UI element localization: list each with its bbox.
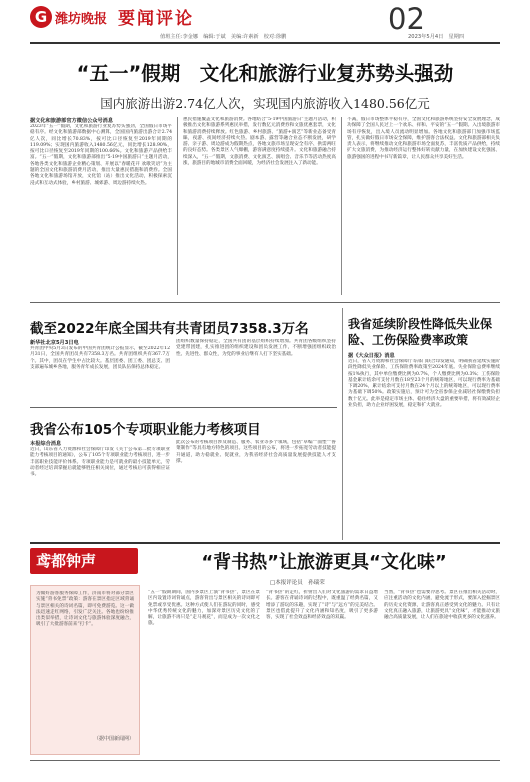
story3-column-1 (30, 440, 170, 535)
column-body-3: 当然，“背书热”也需要冷思考。景区在推出相关活动时，应注重活动的文化内涵，避免流于形式，要深入挖掘景区的历史文化资源，让游客真正感受到文化的魅力。只有让文化真正融入旅游，让旅游更具“文化味”，才能推动文旅融合高质量发展，让人们在旅途中收获更多的文化滋养。 (384, 590, 500, 621)
lead-column-2 (183, 117, 336, 297)
story4-column (348, 352, 500, 537)
lead-body-2: 惠民措施覆盖文化和旅游消费。各地结合“5·19中国旅游日”主题月活动，积极推出文化和旅游系列惠民举措，发行数亿元消费券和文旅优惠套票，文化和旅游消费持续释放。红色旅游、乡村旅游、“旅游+演艺”等新业态备受青睐，夜游、夜间经济持续火热。剧本游、露营等融合业态不断发展，研学游、亲子游、周边游成为假期热点，各地文旅市场呈现安全有序、供需两旺的良好态势。各类景区人气爆棚，游客满意度持续提升。文化和旅游融合持续深入，“五一”假期，文旅消费、文化演艺、演唱会、音乐节等活动热度高涨，旅游目的地城市消费全面回暖，为经济社会发展注入了新动能。 (183, 117, 336, 167)
story3-column-2 (176, 440, 336, 535)
column-banner (30, 548, 138, 574)
lead-subhead: 国内旅游出游2.74亿人次，实现国内旅游收入1480.56亿元 (100, 96, 430, 111)
story2-column-2 (176, 339, 336, 401)
lead-headline: “五一”假期 文化和旅游行业复苏势头强劲 (76, 62, 454, 85)
column-body-2: “背书热”的走红，折射出人们对文化旅游的需求日益增长。游客在背诵诗词的过程中，既重温了经典名篇，又增添了游玩的乐趣，实现了“诗”与“远方”的完美结合。景区也借此提升了文化内涵和知名度，吸引了更多游客，实现了社会效益和经济效益的双赢。 (266, 590, 378, 621)
story2-headline: 截至2022年底全国共有共青团员7358.3万名 (30, 321, 309, 337)
issue-date: 2023年5月4日 星期四 (408, 34, 465, 40)
page-number: 02 (388, 2, 425, 36)
column-sidebar-source: （据中国新闻网） (93, 736, 134, 742)
story2-byline: 新华社北京5月3日电 (30, 340, 79, 346)
story3-headline: 我省公布105个专项职业能力考核项目 (30, 422, 261, 438)
newspaper-logo-icon: G (30, 6, 52, 28)
story4-headline: 我省延续阶段性降低失业保险、工伤保险费率政策 (348, 317, 493, 347)
column-byline: □本报评论员 孙瑞荣 (270, 580, 325, 586)
column-col-2 (266, 590, 378, 755)
editor-credits: 值班主任:李金娜 编辑:于斌 美编:许素新 校对:徐鹏 (160, 34, 287, 40)
column-col-1 (148, 590, 260, 755)
lead-column-1 (30, 117, 172, 297)
column-banner-label: 鸢都钟声 (36, 552, 97, 570)
section-title: 要闻评论 (118, 9, 194, 29)
column-sidebar (30, 585, 140, 755)
lead-byline: 据文化和旅游部官方微信公众号消息 (30, 118, 114, 124)
newspaper-logo-text: 潍坊晚报 (55, 12, 108, 27)
story2-body-1: 共青团中央5月3日发布的中国共青团统计公报显示，截至2022年12月31日，全国共青团员共有7358.3万名。共青团组织共有367.7万个。其中，团员在学生中占比较大。基层团委、团工委、团总支、团支部遍布城乡各地，服务青年成长发展，团员队伍保持总体稳定。 (30, 346, 170, 370)
lead-body-3: 不减，假日市场整体平稳有序，全国文化和旅游系统坚持安全发展理念，成功保障了全国人民过上一个欢乐、祥和、平安的“五一”假期。入出境旅游市场有序恢复，出入境人员流动明显增加。各地文化和旅游部门加强市场监管，扎实做好假日市场安全保障，维护游客合法权益。文化和旅游部相关负责人表示，将继续推动文化和旅游市场全面复苏，丰富优质产品供给，持续扩大文旅消费，为推动经济运行整体好转贡献力量，在加快建设文化强国、旅游强国的进程中书写新篇章，让人民群众共享美好生活。 (347, 117, 500, 160)
lead-body-1: 2023年“五一”假期，文化和旅游行业复苏势头强劲，全国假日市场平稳有序。经文化和旅游部数据中心测算，全国国内旅游出游合计2.74亿人次，同比增长70.83%，按可比口径恢复至2019年同期的119.09%；实现国内旅游收入1480.56亿元，同比增长128.90%，按可比口径恢复至2019年同期的100.66%。文化和旅游产品供给丰富。“五一”假期，文化和旅游部推出“5·19中国旅游日”主题月活动，各地各类文化和旅游企业精心策划、开展以“春暖花开 欢歌笑语”为主题的全国文化和旅游消费月活动，推出大量惠民措施和消费券。全国各地文化和旅游场馆开放，文化馆（站）推出文化活动，积极探索沉浸式和互动式体验，乡村旅游、城郊游、周边游持续火热。 (30, 124, 172, 186)
column-headline: “背书热”让旅游更具“文化味” (201, 552, 447, 573)
story2-body-2: 团组织数量保持稳定，全国共有团的基层组织持续增加。共青团各级组织坚持党建带团建，扎实推进团的组织建设和团员发展工作，不断增强团组织政治性、先进性、群众性，为党的事业后继有人打下坚实基础。 (176, 339, 336, 357)
story3-body-1: 近日，山东省人力资源和社会保障厅印发《关于公布第二批专项职业能力考核项目的通知》，公布了105个专项职业能力考核项目，进一步丰富职业技能评价体系。专项职业能力是可就业的最小技能单元，劳动者经过培训掌握后就能够胜任相关岗位，通过考核后可获得相应证书。 (30, 447, 170, 478)
story2-column-1 (30, 339, 170, 401)
story4-body: 近日，省人力资源和社会保障厅等部门联合印发通知，明确我省延续实施阶段性降低失业保险、工伤保险费率政策至2024年底。失业保险总费率继续按1%执行，其中单位缴费比例为0.7%，个人缴费比例为0.3%；工伤保险基金累计结余可支付月数在18至23个月的统筹地区，可以现行费率为基础下调20%，累计结余可支付月数在24个月以上的统筹地区，可以现行费率为基础下调50%。政策实施后，预计可为全省参保企业减轻社保缴费负担数十亿元。此举是稳定市场主体、稳住经济大盘的重要举措，将有效减轻企业负担，助力企业纾困发展，稳定和扩大就业。 (348, 359, 500, 409)
lead-column-3 (347, 117, 500, 297)
column-body-1: “五一”假期期间，国内多景区上演“背书热”，景区在景区内设置诗词背诵点，游客背出与景区相关的诗词即可免票或享受优惠。这种方式使人们在游玩的同时，感受中华优秀传统文化的魅力，加深对景区历史文化的了解，让旅游不再只是“走马观花”，而是成为一次文化之旅。 (148, 590, 260, 627)
story3-body-2: 此次公布的考核项目涉及制造、服务、农业等多个领域，包括“草编”“面塑”“鲁菜制作”等具有地方特色的项目。这些项目的公布，将进一步拓宽劳动者技能提升通道，助力稳就业、促就业，为我省经济社会高质量发展提供技能人才支撑。 (176, 440, 336, 464)
story4-byline: 据《大众日报》消息 (348, 353, 395, 359)
column-col-3 (384, 590, 500, 755)
story3-byline: 本报综合消息 (30, 441, 62, 447)
column-sidebar-text: 为做好游客服务保障工作，济南市将对部分景区实施“背书免票”政策：游客在景区指定区域背诵与景区相关的诗词名篇，即可免费游览。这一做法迅速走红网络，引发广泛关注。各地也纷纷推出类似举措，让诗词文化与旅游体验深度融合，吸引了大批游客前来“打卡”。 (36, 591, 134, 628)
